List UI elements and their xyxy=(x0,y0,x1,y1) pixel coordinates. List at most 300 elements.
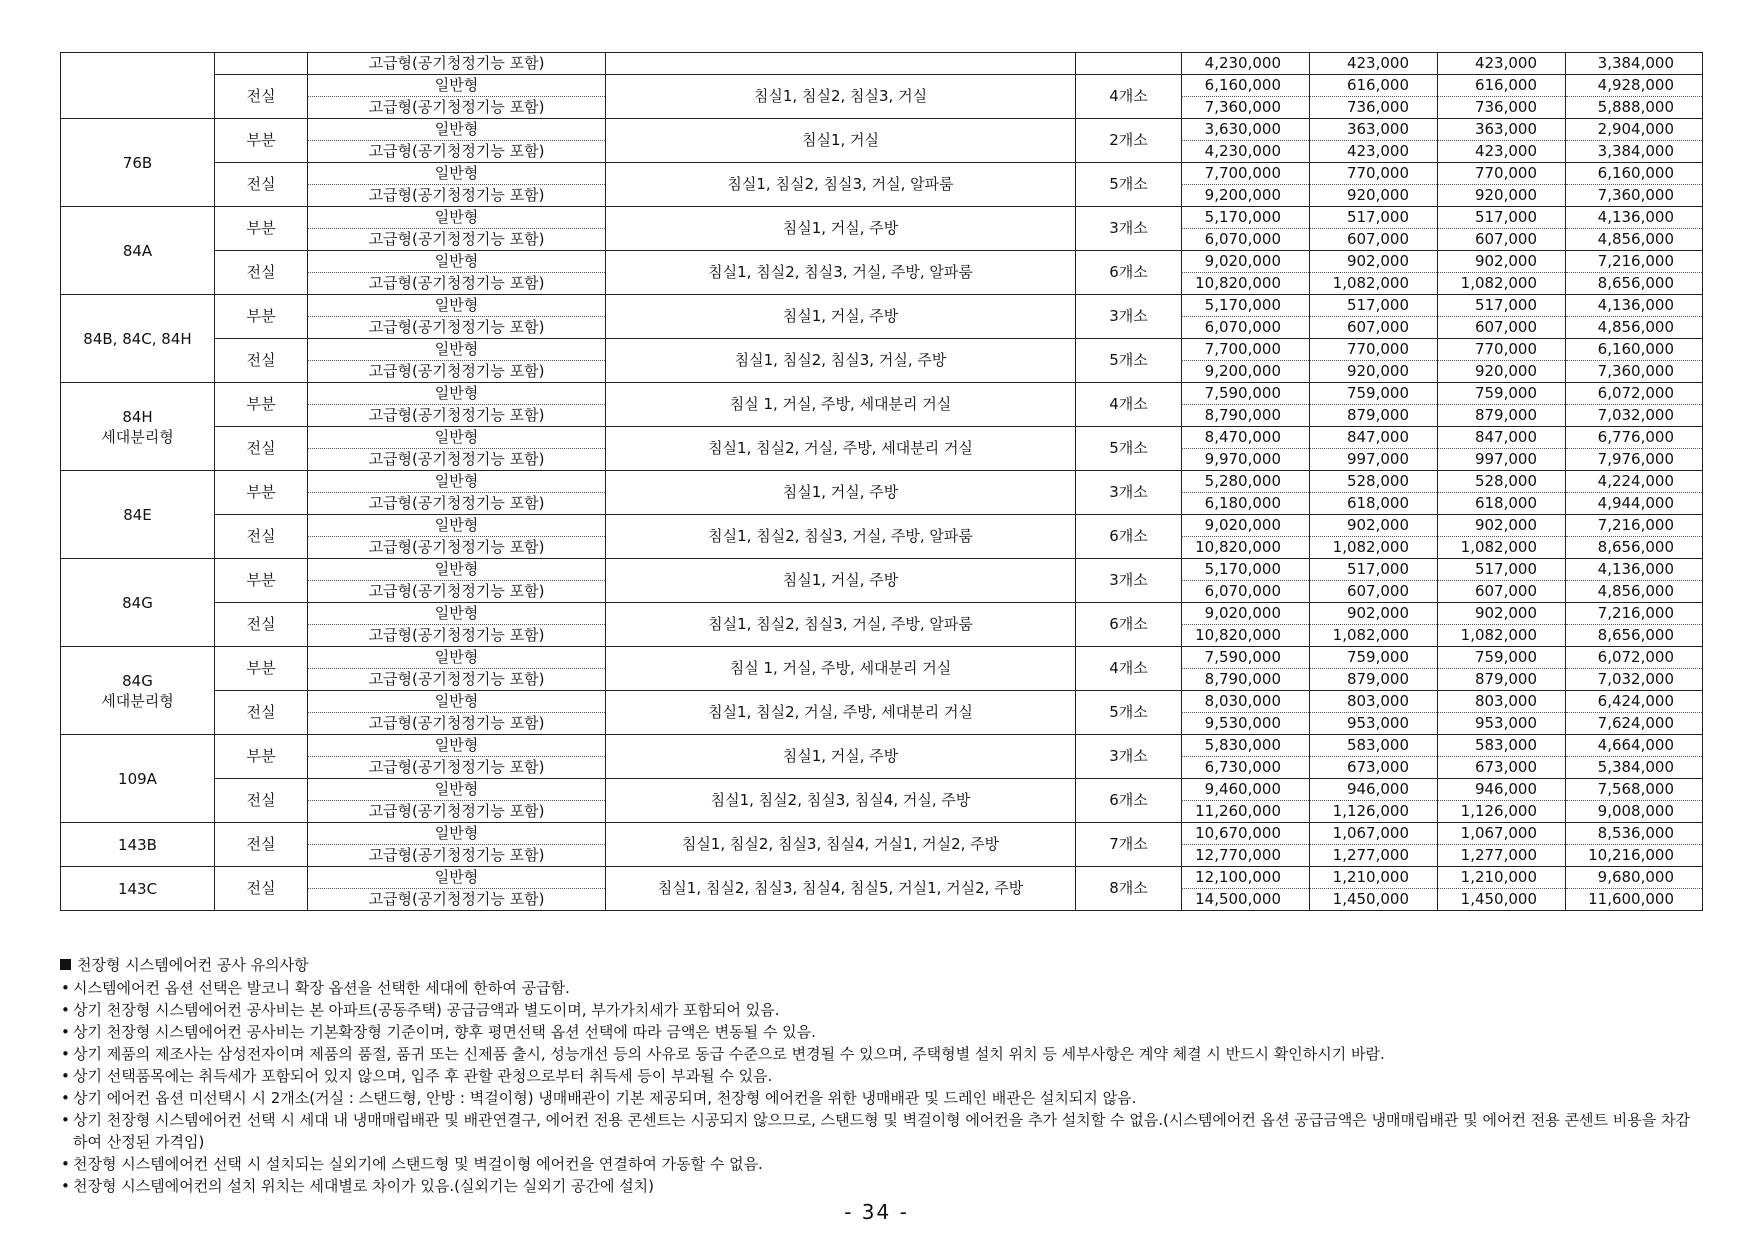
amount-cell: 6,160,000 xyxy=(1182,75,1310,97)
amount-cell: 9,008,000 xyxy=(1566,801,1703,823)
note-text: 상기 천장형 시스템에어컨 공사비는 기본확장형 기준이며, 향후 평면선택 옵션 선택에 따라 금액은 변동될 수 있음. xyxy=(73,1023,816,1041)
amount-cell: 363,000 xyxy=(1310,119,1438,141)
amount-cell: 9,020,000 xyxy=(1182,251,1310,273)
amount-cell: 902,000 xyxy=(1438,515,1566,537)
table-row xyxy=(61,75,1703,97)
amount-cell: 902,000 xyxy=(1310,251,1438,273)
install-scope-cell: 부분 xyxy=(215,119,308,163)
amount-cell: 4,230,000 xyxy=(1182,53,1310,75)
amount-cell: 759,000 xyxy=(1310,647,1438,669)
unit-count-cell: 6개소 xyxy=(1076,251,1182,295)
amount-cell: 12,770,000 xyxy=(1182,845,1310,867)
note-item xyxy=(60,999,1700,1021)
amount-cell: 14,500,000 xyxy=(1182,889,1310,911)
note-text: 천장형 시스템에어컨 선택 시 설치되는 실외기에 스탠드형 및 벽걸이형 에어컨을 연결하여 가동할 수 없음. xyxy=(73,1155,763,1173)
table-row xyxy=(61,867,1703,889)
unit-type-cell: 84E xyxy=(61,471,215,559)
table-row xyxy=(61,691,1703,713)
amount-cell: 8,790,000 xyxy=(1182,669,1310,691)
table-row xyxy=(61,471,1703,493)
table-row xyxy=(61,163,1703,185)
grade-cell: 고급형(공기청정기능 포함) xyxy=(308,757,606,779)
amount-cell: 5,170,000 xyxy=(1182,207,1310,229)
amount-cell: 616,000 xyxy=(1310,75,1438,97)
amount-cell: 4,944,000 xyxy=(1566,493,1703,515)
grade-cell: 고급형(공기청정기능 포함) xyxy=(308,845,606,867)
amount-cell: 423,000 xyxy=(1438,53,1566,75)
install-rooms-cell: 침실1, 침실2, 거실, 주방, 세대분리 거실 xyxy=(606,427,1076,471)
install-rooms-cell: 침실1, 침실2, 침실3, 침실4, 거실1, 거실2, 주방 xyxy=(606,823,1076,867)
table-row xyxy=(61,251,1703,273)
install-scope-cell: 전실 xyxy=(215,867,308,911)
amount-cell: 7,568,000 xyxy=(1566,779,1703,801)
amount-cell: 6,070,000 xyxy=(1182,581,1310,603)
install-rooms-cell: 침실1, 침실2, 침실3, 거실, 주방, 알파룸 xyxy=(606,603,1076,647)
amount-cell: 4,664,000 xyxy=(1566,735,1703,757)
amount-cell: 5,170,000 xyxy=(1182,295,1310,317)
install-scope-cell: 부분 xyxy=(215,383,308,427)
unit-type-cell: 84A xyxy=(61,207,215,295)
grade-cell: 일반형 xyxy=(308,471,606,493)
amount-cell: 9,200,000 xyxy=(1182,361,1310,383)
amount-cell: 11,260,000 xyxy=(1182,801,1310,823)
amount-cell: 7,590,000 xyxy=(1182,647,1310,669)
install-scope-cell: 전실 xyxy=(215,691,308,735)
amount-cell: 7,700,000 xyxy=(1182,339,1310,361)
amount-cell: 9,530,000 xyxy=(1182,713,1310,735)
amount-cell: 953,000 xyxy=(1438,713,1566,735)
amount-cell: 879,000 xyxy=(1310,405,1438,427)
amount-cell: 4,856,000 xyxy=(1566,317,1703,339)
amount-cell: 1,277,000 xyxy=(1438,845,1566,867)
amount-cell: 8,536,000 xyxy=(1566,823,1703,845)
amount-cell: 1,126,000 xyxy=(1310,801,1438,823)
install-scope-cell: 부분 xyxy=(215,735,308,779)
notes-title: 천장형 시스템에어컨 공사 유의사항 xyxy=(77,956,309,974)
amount-cell: 10,820,000 xyxy=(1182,273,1310,295)
unit-count-cell: 4개소 xyxy=(1076,75,1182,119)
amount-cell: 6,072,000 xyxy=(1566,647,1703,669)
amount-cell: 879,000 xyxy=(1438,669,1566,691)
bullet-icon: • xyxy=(61,1001,70,1019)
table-row xyxy=(61,427,1703,449)
grade-cell: 고급형(공기청정기능 포함) xyxy=(308,493,606,515)
amount-cell: 7,624,000 xyxy=(1566,713,1703,735)
amount-cell: 12,100,000 xyxy=(1182,867,1310,889)
table-row xyxy=(61,823,1703,845)
note-text: 천장형 시스템에어컨의 설치 위치는 세대별로 차이가 있음.(실외기는 실외기 공간에 설치) xyxy=(73,1177,655,1195)
amount-cell: 4,856,000 xyxy=(1566,581,1703,603)
table-row xyxy=(61,603,1703,625)
amount-cell: 946,000 xyxy=(1438,779,1566,801)
notes-section xyxy=(60,954,1700,1197)
amount-cell: 902,000 xyxy=(1438,603,1566,625)
amount-cell: 9,970,000 xyxy=(1182,449,1310,471)
install-rooms-cell: 침실1, 거실, 주방 xyxy=(606,559,1076,603)
amount-cell: 7,360,000 xyxy=(1566,361,1703,383)
amount-cell: 1,082,000 xyxy=(1310,273,1438,295)
install-rooms-cell: 침실1, 침실2, 침실3, 침실4, 침실5, 거실1, 거실2, 주방 xyxy=(606,867,1076,911)
bullet-icon: • xyxy=(61,979,70,997)
amount-cell: 8,656,000 xyxy=(1566,625,1703,647)
table-row xyxy=(61,383,1703,405)
amount-cell: 7,216,000 xyxy=(1566,515,1703,537)
amount-cell: 7,360,000 xyxy=(1566,185,1703,207)
table-row xyxy=(61,559,1703,581)
amount-cell: 4,856,000 xyxy=(1566,229,1703,251)
amount-cell: 3,384,000 xyxy=(1566,53,1703,75)
amount-cell: 607,000 xyxy=(1438,317,1566,339)
grade-cell: 일반형 xyxy=(308,339,606,361)
amount-cell: 5,280,000 xyxy=(1182,471,1310,493)
amount-cell: 770,000 xyxy=(1438,163,1566,185)
amount-cell: 363,000 xyxy=(1438,119,1566,141)
grade-cell: 고급형(공기청정기능 포함) xyxy=(308,801,606,823)
unit-count-cell: 8개소 xyxy=(1076,867,1182,911)
amount-cell: 5,888,000 xyxy=(1566,97,1703,119)
amount-cell: 902,000 xyxy=(1438,251,1566,273)
amount-cell: 759,000 xyxy=(1438,647,1566,669)
grade-cell: 일반형 xyxy=(308,295,606,317)
table-row xyxy=(61,779,1703,801)
amount-cell: 517,000 xyxy=(1438,207,1566,229)
bullet-icon: • xyxy=(61,1155,70,1173)
install-scope-cell: 전실 xyxy=(215,163,308,207)
unit-type-cell: 84H 세대분리형 xyxy=(61,383,215,471)
grade-cell: 고급형(공기청정기능 포함) xyxy=(308,141,606,163)
amount-cell: 607,000 xyxy=(1310,317,1438,339)
table-row xyxy=(61,735,1703,757)
grade-cell: 고급형(공기청정기능 포함) xyxy=(308,185,606,207)
install-rooms-cell: 침실 1, 거실, 주방, 세대분리 거실 xyxy=(606,383,1076,427)
system-aircon-price-table xyxy=(60,52,1703,911)
amount-cell: 9,680,000 xyxy=(1566,867,1703,889)
unit-type-cell: 143C xyxy=(61,867,215,911)
amount-cell: 4,928,000 xyxy=(1566,75,1703,97)
amount-cell: 6,070,000 xyxy=(1182,229,1310,251)
bullet-icon: • xyxy=(61,1067,70,1085)
table-row xyxy=(61,647,1703,669)
amount-cell: 517,000 xyxy=(1310,295,1438,317)
amount-cell: 423,000 xyxy=(1310,53,1438,75)
amount-cell: 920,000 xyxy=(1438,361,1566,383)
grade-cell: 고급형(공기청정기능 포함) xyxy=(308,669,606,691)
bullet-icon: • xyxy=(61,1177,70,1195)
unit-count-cell: 7개소 xyxy=(1076,823,1182,867)
install-rooms-cell: 침실 1, 거실, 주방, 세대분리 거실 xyxy=(606,647,1076,691)
amount-cell: 3,384,000 xyxy=(1566,141,1703,163)
table-body xyxy=(61,53,1703,911)
amount-cell: 11,600,000 xyxy=(1566,889,1703,911)
notes-list xyxy=(60,977,1700,1197)
amount-cell: 879,000 xyxy=(1310,669,1438,691)
grade-cell: 고급형(공기청정기능 포함) xyxy=(308,53,606,75)
amount-cell: 1,082,000 xyxy=(1310,625,1438,647)
install-scope-cell: 부분 xyxy=(215,647,308,691)
amount-cell: 1,082,000 xyxy=(1438,537,1566,559)
amount-cell: 8,656,000 xyxy=(1566,537,1703,559)
amount-cell: 423,000 xyxy=(1438,141,1566,163)
amount-cell: 607,000 xyxy=(1310,229,1438,251)
amount-cell: 736,000 xyxy=(1438,97,1566,119)
grade-cell: 고급형(공기청정기능 포함) xyxy=(308,625,606,647)
amount-cell: 5,170,000 xyxy=(1182,559,1310,581)
amount-cell: 770,000 xyxy=(1310,339,1438,361)
amount-cell: 920,000 xyxy=(1438,185,1566,207)
amount-cell: 7,360,000 xyxy=(1182,97,1310,119)
unit-count-cell: 5개소 xyxy=(1076,427,1182,471)
unit-count-cell: 3개소 xyxy=(1076,735,1182,779)
unit-count-cell: 3개소 xyxy=(1076,207,1182,251)
grade-cell: 고급형(공기청정기능 포함) xyxy=(308,273,606,295)
amount-cell: 1,067,000 xyxy=(1438,823,1566,845)
install-rooms-cell: 침실1, 침실2, 침실3, 거실, 알파룸 xyxy=(606,163,1076,207)
note-item xyxy=(60,977,1700,999)
grade-cell: 일반형 xyxy=(308,735,606,757)
unit-count-cell: 6개소 xyxy=(1076,515,1182,559)
amount-cell: 673,000 xyxy=(1438,757,1566,779)
amount-cell: 1,450,000 xyxy=(1438,889,1566,911)
amount-cell: 8,470,000 xyxy=(1182,427,1310,449)
install-scope-cell: 전실 xyxy=(215,427,308,471)
amount-cell: 1,210,000 xyxy=(1310,867,1438,889)
amount-cell: 1,126,000 xyxy=(1438,801,1566,823)
grade-cell: 일반형 xyxy=(308,823,606,845)
install-rooms-cell: 침실1, 거실, 주방 xyxy=(606,735,1076,779)
amount-cell: 4,136,000 xyxy=(1566,295,1703,317)
install-scope-cell: 부분 xyxy=(215,559,308,603)
install-rooms-cell: 침실1, 침실2, 거실, 주방, 세대분리 거실 xyxy=(606,691,1076,735)
unit-count-cell: 2개소 xyxy=(1076,119,1182,163)
unit-count-cell: 4개소 xyxy=(1076,383,1182,427)
grade-cell: 고급형(공기청정기능 포함) xyxy=(308,229,606,251)
amount-cell: 583,000 xyxy=(1438,735,1566,757)
bullet-icon: • xyxy=(61,1089,70,1107)
bullet-icon: • xyxy=(61,1023,70,1041)
table-row xyxy=(61,207,1703,229)
grade-cell: 일반형 xyxy=(308,119,606,141)
amount-cell: 7,032,000 xyxy=(1566,405,1703,427)
install-scope-cell: 전실 xyxy=(215,603,308,647)
install-scope-cell: 부분 xyxy=(215,471,308,515)
install-rooms-cell: 침실1, 거실, 주방 xyxy=(606,471,1076,515)
install-scope-cell: 전실 xyxy=(215,823,308,867)
amount-cell: 847,000 xyxy=(1438,427,1566,449)
install-rooms-cell: 침실1, 침실2, 침실3, 거실, 주방, 알파룸 xyxy=(606,515,1076,559)
unit-count-cell: 5개소 xyxy=(1076,163,1182,207)
install-rooms-cell: 침실1, 침실2, 침실3, 거실 xyxy=(606,75,1076,119)
amount-cell: 4,136,000 xyxy=(1566,207,1703,229)
grade-cell: 일반형 xyxy=(308,251,606,273)
amount-cell: 8,790,000 xyxy=(1182,405,1310,427)
grade-cell: 고급형(공기청정기능 포함) xyxy=(308,97,606,119)
amount-cell: 7,216,000 xyxy=(1566,251,1703,273)
install-rooms-cell: 침실1, 거실, 주방 xyxy=(606,295,1076,339)
install-scope-cell: 부분 xyxy=(215,295,308,339)
grade-cell: 고급형(공기청정기능 포함) xyxy=(308,405,606,427)
amount-cell: 528,000 xyxy=(1438,471,1566,493)
amount-cell: 9,020,000 xyxy=(1182,603,1310,625)
amount-cell: 423,000 xyxy=(1310,141,1438,163)
amount-cell: 803,000 xyxy=(1438,691,1566,713)
amount-cell: 736,000 xyxy=(1310,97,1438,119)
amount-cell: 10,670,000 xyxy=(1182,823,1310,845)
amount-cell: 6,730,000 xyxy=(1182,757,1310,779)
notes-heading xyxy=(60,954,1700,976)
install-rooms-cell: 침실1, 침실2, 침실3, 거실, 주방 xyxy=(606,339,1076,383)
note-item xyxy=(60,1153,1700,1175)
amount-cell: 1,082,000 xyxy=(1438,625,1566,647)
unit-count-cell: 3개소 xyxy=(1076,295,1182,339)
unit-type-cell: 84G xyxy=(61,559,215,647)
grade-cell: 고급형(공기청정기능 포함) xyxy=(308,537,606,559)
amount-cell: 528,000 xyxy=(1310,471,1438,493)
amount-cell: 4,136,000 xyxy=(1566,559,1703,581)
unit-count-cell: 5개소 xyxy=(1076,691,1182,735)
unit-count-cell: 3개소 xyxy=(1076,471,1182,515)
grade-cell: 일반형 xyxy=(308,691,606,713)
note-text: 상기 제품의 제조사는 삼성전자이며 제품의 품절, 품귀 또는 신제품 출시, 성능개선 등의 사유로 동급 수준으로 변경될 수 있으며, 주택형별 설치 위치 등 세부사항은 계약 체결 시 반드시 확인하시기 바람. xyxy=(73,1045,1385,1063)
grade-cell: 일반형 xyxy=(308,559,606,581)
amount-cell: 3,630,000 xyxy=(1182,119,1310,141)
amount-cell: 997,000 xyxy=(1310,449,1438,471)
amount-cell: 4,230,000 xyxy=(1182,141,1310,163)
amount-cell: 607,000 xyxy=(1438,581,1566,603)
unit-type-cell: 84B, 84C, 84H xyxy=(61,295,215,383)
grade-cell: 고급형(공기청정기능 포함) xyxy=(308,449,606,471)
amount-cell: 7,976,000 xyxy=(1566,449,1703,471)
grade-cell: 고급형(공기청정기능 포함) xyxy=(308,889,606,911)
amount-cell: 583,000 xyxy=(1310,735,1438,757)
amount-cell: 10,216,000 xyxy=(1566,845,1703,867)
unit-type-cell: 76B xyxy=(61,119,215,207)
amount-cell: 9,020,000 xyxy=(1182,515,1310,537)
amount-cell: 902,000 xyxy=(1310,515,1438,537)
grade-cell: 일반형 xyxy=(308,603,606,625)
amount-cell: 759,000 xyxy=(1310,383,1438,405)
grade-cell: 일반형 xyxy=(308,383,606,405)
note-item xyxy=(60,1109,1700,1153)
page-number: - 34 - xyxy=(844,1200,909,1224)
note-text: 상기 천장형 시스템에어컨 선택 시 세대 내 냉매매립배관 및 배관연결구, 에어컨 전용 콘센트는 시공되지 않으므로, 스탠드형 및 벽걸이형 에어컨을 추가 설치할 수 없음.(시스템에어컨 옵션 공급금액은 냉매매립배관 및 에어컨 전용 콘센트 비용을 차감하여 산정된 가격임) xyxy=(73,1111,1690,1151)
amount-cell: 6,070,000 xyxy=(1182,317,1310,339)
amount-cell: 2,904,000 xyxy=(1566,119,1703,141)
install-scope-cell: 전실 xyxy=(215,515,308,559)
amount-cell: 8,656,000 xyxy=(1566,273,1703,295)
note-text: 상기 에어컨 옵션 미선택시 시 2개소(거실 : 스탠드형, 안방 : 벽걸이형) 냉매배관이 기본 제공되며, 천장형 에어컨을 위한 냉매배관 및 드레인 배관은 설치되지 않음. xyxy=(73,1089,1137,1107)
option-price-document xyxy=(60,52,1702,911)
note-text: 시스템에어컨 옵션 선택은 발코니 확장 옵션을 선택한 세대에 한하여 공급함. xyxy=(73,979,570,997)
amount-cell: 1,277,000 xyxy=(1310,845,1438,867)
amount-cell: 6,160,000 xyxy=(1566,163,1703,185)
amount-cell: 618,000 xyxy=(1310,493,1438,515)
amount-cell: 1,450,000 xyxy=(1310,889,1438,911)
note-item xyxy=(60,1043,1700,1065)
note-item xyxy=(60,1087,1700,1109)
unit-type-cell: 143B xyxy=(61,823,215,867)
amount-cell: 673,000 xyxy=(1310,757,1438,779)
amount-cell: 6,160,000 xyxy=(1566,339,1703,361)
grade-cell: 일반형 xyxy=(308,515,606,537)
note-text: 상기 선택품목에는 취득세가 포함되어 있지 않으며, 입주 후 관할 관청으로부터 취득세 등이 부과될 수 있음. xyxy=(73,1067,773,1085)
install-scope-cell: 전실 xyxy=(215,75,308,119)
amount-cell: 10,820,000 xyxy=(1182,625,1310,647)
unit-type-cell: 84G 세대분리형 xyxy=(61,647,215,735)
unit-count-cell xyxy=(1076,53,1182,75)
grade-cell: 일반형 xyxy=(308,427,606,449)
amount-cell: 607,000 xyxy=(1438,229,1566,251)
grade-cell: 고급형(공기청정기능 포함) xyxy=(308,361,606,383)
amount-cell: 9,200,000 xyxy=(1182,185,1310,207)
table-row xyxy=(61,119,1703,141)
amount-cell: 517,000 xyxy=(1438,559,1566,581)
amount-cell: 5,830,000 xyxy=(1182,735,1310,757)
amount-cell: 759,000 xyxy=(1438,383,1566,405)
amount-cell: 1,210,000 xyxy=(1438,867,1566,889)
amount-cell: 4,224,000 xyxy=(1566,471,1703,493)
amount-cell: 8,030,000 xyxy=(1182,691,1310,713)
amount-cell: 10,820,000 xyxy=(1182,537,1310,559)
amount-cell: 6,180,000 xyxy=(1182,493,1310,515)
grade-cell: 일반형 xyxy=(308,75,606,97)
amount-cell: 997,000 xyxy=(1438,449,1566,471)
amount-cell: 607,000 xyxy=(1310,581,1438,603)
amount-cell: 7,590,000 xyxy=(1182,383,1310,405)
note-item xyxy=(60,1175,1700,1197)
amount-cell: 1,082,000 xyxy=(1310,537,1438,559)
note-item xyxy=(60,1065,1700,1087)
grade-cell: 일반형 xyxy=(308,867,606,889)
unit-type-cell: 109A xyxy=(61,735,215,823)
install-rooms-cell: 침실1, 거실 xyxy=(606,119,1076,163)
amount-cell: 517,000 xyxy=(1438,295,1566,317)
amount-cell: 517,000 xyxy=(1310,559,1438,581)
install-scope-cell xyxy=(215,53,308,75)
amount-cell: 6,072,000 xyxy=(1566,383,1703,405)
grade-cell: 고급형(공기청정기능 포함) xyxy=(308,581,606,603)
grade-cell: 일반형 xyxy=(308,207,606,229)
grade-cell: 고급형(공기청정기능 포함) xyxy=(308,317,606,339)
grade-cell: 고급형(공기청정기능 포함) xyxy=(308,713,606,735)
amount-cell: 9,460,000 xyxy=(1182,779,1310,801)
table-row xyxy=(61,515,1703,537)
amount-cell: 7,216,000 xyxy=(1566,603,1703,625)
amount-cell: 6,424,000 xyxy=(1566,691,1703,713)
unit-count-cell: 3개소 xyxy=(1076,559,1182,603)
unit-type-cell xyxy=(61,53,215,119)
amount-cell: 1,067,000 xyxy=(1310,823,1438,845)
install-scope-cell: 전실 xyxy=(215,251,308,295)
amount-cell: 770,000 xyxy=(1310,163,1438,185)
amount-cell: 902,000 xyxy=(1310,603,1438,625)
install-scope-cell: 부분 xyxy=(215,207,308,251)
amount-cell: 920,000 xyxy=(1310,361,1438,383)
table-row xyxy=(61,53,1703,75)
amount-cell: 517,000 xyxy=(1310,207,1438,229)
table-row xyxy=(61,295,1703,317)
amount-cell: 847,000 xyxy=(1310,427,1438,449)
unit-count-cell: 6개소 xyxy=(1076,603,1182,647)
install-rooms-cell: 침실1, 거실, 주방 xyxy=(606,207,1076,251)
note-text: 상기 천장형 시스템에어컨 공사비는 본 아파트(공동주택) 공급금액과 별도이며, 부가가치세가 포함되어 있음. xyxy=(73,1001,780,1019)
amount-cell: 616,000 xyxy=(1438,75,1566,97)
amount-cell: 770,000 xyxy=(1438,339,1566,361)
grade-cell: 일반형 xyxy=(308,163,606,185)
amount-cell: 1,082,000 xyxy=(1438,273,1566,295)
amount-cell: 618,000 xyxy=(1438,493,1566,515)
install-scope-cell: 전실 xyxy=(215,339,308,383)
amount-cell: 6,776,000 xyxy=(1566,427,1703,449)
